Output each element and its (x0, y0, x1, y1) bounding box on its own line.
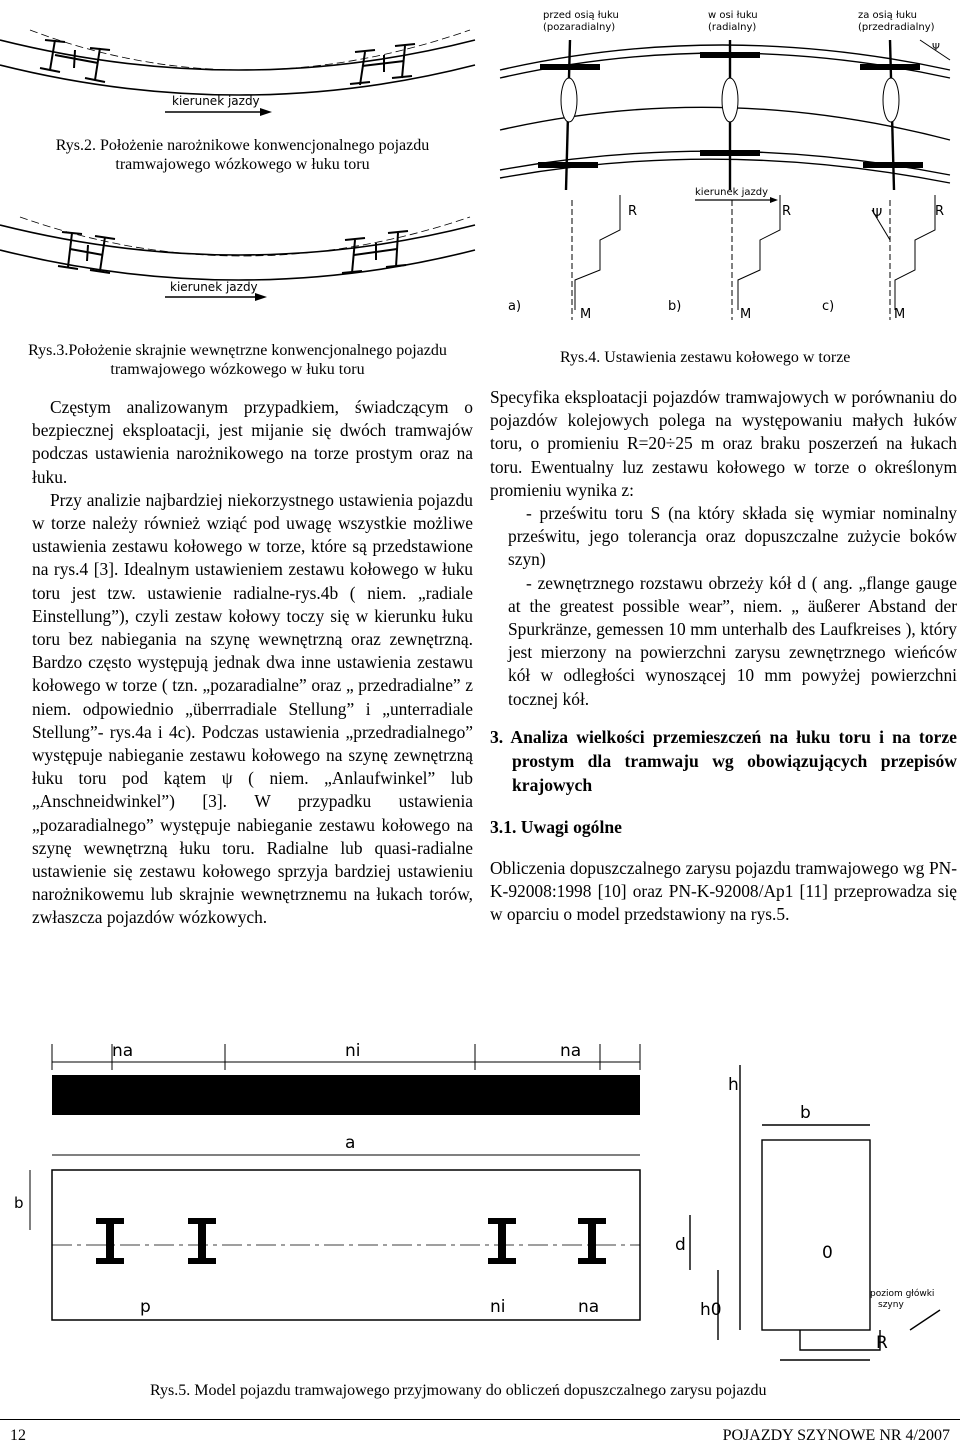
fig4-direction-label: kierunek jazdy (695, 187, 769, 198)
fig5-caption: Rys.5. Model pojazdu tramwajowego przyjmowany do obliczeń dopuszczalnego zarysu pojazdu (150, 1382, 767, 1399)
fig3-caption: Rys.3.Położenie skrajnie wewnętrzne konwencjonalnego pojazdu tramwajowego wózkowego w łuku toru (28, 342, 447, 378)
fig4-header-a-1: przed osią łuku (543, 10, 619, 21)
fig4-header-b-2: (radialny) (708, 22, 757, 33)
footer-rule (0, 1419, 960, 1420)
fig5-rail-level-2: szyny (878, 1300, 904, 1310)
fig5-label-a: a (345, 1133, 356, 1153)
fig4-header-a-2: (pozaradialny) (543, 22, 616, 33)
section-3-heading: 3. Analiza wielkości przemieszczeń na łuku toru i na torze prostym dla tramwaju wg obowiązujących przepisów krajowych (490, 726, 957, 795)
fig4-r-c: R (935, 204, 945, 219)
page-number: 12 (10, 1427, 26, 1444)
fig4-m-c: M (894, 307, 906, 322)
fig2-caption: Rys.2. Położenie narożnikowe konwencjonalnego pojazdu tramwajowego wózkowego w łuku toru (55, 137, 430, 173)
fig5-label-r: R (876, 1333, 888, 1353)
figure-5-vehicle-model (0, 1030, 960, 1375)
fig4-header-b-1: w osi łuku (708, 10, 758, 21)
fig5-label-h: h (728, 1075, 739, 1095)
left-text-column (32, 396, 473, 930)
fig4-header-c-1: za osią łuku (858, 10, 917, 21)
fig5-label-b: b (800, 1103, 811, 1123)
fig5-label-b-left: b (14, 1194, 24, 1212)
right-list-item-1: - prześwitu toru S (na który składa się wymiar nominalny prześwitu, jego tolerancja oraz dopuszczalne zużycie boków szyn) (508, 503, 957, 570)
section-3-1-heading: 3.1. Uwagi ogólne (490, 816, 622, 837)
fig3-direction-label: kierunek jazdy (170, 280, 258, 294)
fig5-label-o: 0 (822, 1243, 833, 1263)
fig4-m-a: M (580, 307, 592, 322)
right-list-item-2: - zewnętrznego rozstawu obrzeży kół d ( ang. „flange gauge at the greatest possible wear”, niem. „ äußerer Abstand der Spurkränze, gemessen 10 mm unterhalb des Laufkreises ), który jest mierzony na powierzchni zarysu zewnętrznego wieńców kół w odległości wynoszącej 10 mm powyżej powierzchni tocznej kół. (508, 572, 957, 709)
fig5-rail-level-1: poziom główki (870, 1289, 935, 1299)
fig4-r-a: R (628, 204, 638, 219)
fig5-label-na-2: na (560, 1041, 582, 1061)
figure-3-inner-position (0, 205, 475, 315)
fig4-caption: Rys.4. Ustawienia zestawu kołowego w torze (560, 349, 851, 366)
fig4-psi: Ψ (872, 207, 883, 222)
right-paragraph-2: Obliczenia dopuszczalnego zarysu pojazdu tramwajowego wg PN-K-92008:1998 [10] oraz PN-K-92008/Ap1 [11] przeprowadza się w oparciu o model przedstawiony na rys.5. (490, 857, 957, 925)
journal-name: POJAZDY SZYNOWE NR 4/2007 (722, 1427, 950, 1444)
fig5-label-na-3: na (578, 1297, 600, 1317)
fig5-label-d-vert: d (675, 1235, 686, 1255)
left-paragraph-2: Przy analizie najbardziej niekorzystnego ustawienia pojazdu w torze należy również wziąć pod uwagę wszystkie możliwe ustawienia zestawu kołowego w torze, które są przedstawione na rys.4 [3]. Idealnym ustawieniem zestawu kołowego w łuku toru jest tzw. ustawienie radialne-rys.4b ( niem. „radiale Einstellung”), czyli zestaw kołowy toczy się w kierunku łuku toru bez nabiegania na szynę wewnętrzną oraz zewnętrzną. Bardzo często występują jednak dwa inne ustawienia zestawu kołowego w torze ( tzn. „pozaradialne” oraz „ przedradialne” z niem. odpowiednio „überrradiale Stellung” i „unterradiale Stellung”- rys.4a i 4c). Podczas ustawienia „przedradialnego” występuje nabieganie zestawu kołowego na szynę zewnętrzną łuku toru pod kątem ψ ( niem. „Anlaufwinkel” lub „Anschneidwinkel”) [3]. W przypadku ustawienia „pozaradialnego” występuje nabieganie zestawu kołowego na szynę wewnętrzną łuku toru. Radialne lub quasi-radialne ustawienie się zestawu kołowego sprzyja bardziej ustawieniu narożnikowemu lub skrajnie wewnętrznemu na łukach torów, zwłaszcza pojazdów wózkowych. (32, 489, 473, 928)
fig5-label-p: p (140, 1297, 151, 1317)
fig4-psi-top: Ψ (932, 42, 940, 53)
fig5-label-h0: h0 (700, 1300, 722, 1320)
figure-2-corner-position (0, 0, 475, 120)
fig4-panel-a: a) (508, 299, 522, 314)
fig4-panel-c: c) (822, 299, 835, 314)
right-paragraph-1: Specyfika eksploatacji pojazdów tramwajowych w porównaniu do pojazdów kolejowych polega na występowaniu małych łuków toru, o promieniu R=20÷25 m oraz braku poszerzeń na łukach toru. Ewentualny luz zestawu kołowego w torze o określonym promieniu wynika z: (490, 387, 957, 500)
fig5-label-na-1: na (112, 1041, 134, 1061)
left-paragraph-1: Częstym analizowanym przypadkiem, świadczącym o bezpiecznej eksploatacji, jest mijanie się dwóch tramwajów podczas ustawienia narożnikowego na torze prostym oraz na łuku. (32, 397, 473, 487)
fig5-label-ni-2: ni (490, 1297, 506, 1317)
fig4-m-b: M (740, 307, 752, 322)
figure-4-wheelset-positions (480, 0, 960, 330)
right-text-column (490, 386, 957, 926)
fig2-direction-label: kierunek jazdy (172, 94, 260, 108)
fig5-label-ni-1: ni (345, 1041, 361, 1061)
fig4-panel-b: b) (668, 299, 682, 314)
fig4-header-c-2: (przedradialny) (858, 22, 935, 33)
fig4-r-b: R (782, 204, 792, 219)
